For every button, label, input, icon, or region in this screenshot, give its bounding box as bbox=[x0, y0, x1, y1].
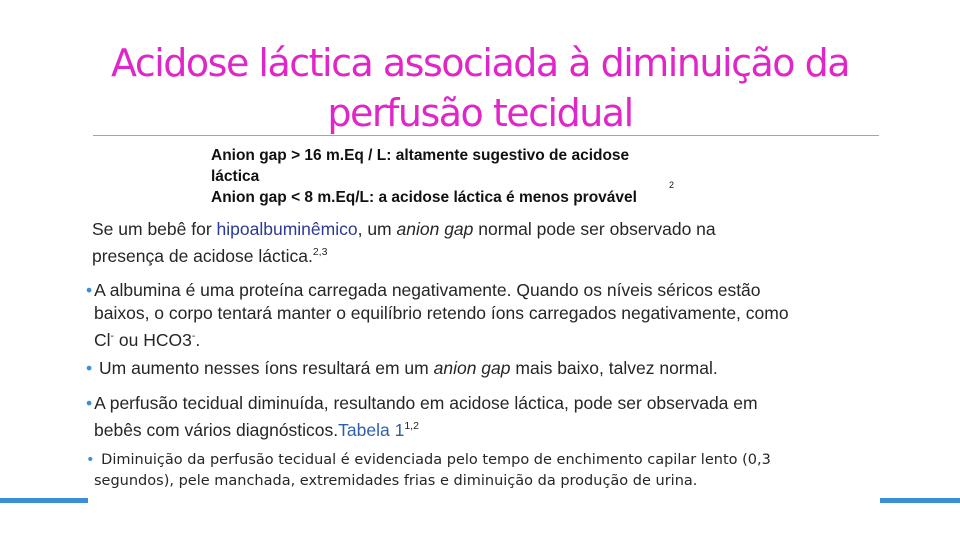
bullet-albumin bbox=[86, 279, 876, 352]
bullet-dot: • bbox=[86, 452, 95, 468]
bullet-text: Um aumento nesses íons resultará em um bbox=[99, 358, 429, 378]
bullet-text: ou HCO3 bbox=[114, 329, 192, 350]
bullet-text: mais baixo, talvez normal. bbox=[515, 358, 718, 378]
footer-accent-bar-right bbox=[880, 498, 960, 503]
hypoalbuminemia-term: hipoalbuminêmico bbox=[216, 219, 358, 239]
bullet-ion-increase bbox=[86, 357, 876, 380]
bullet-text: bebês com vários diagnósticos. bbox=[94, 419, 339, 440]
anion-gap-box bbox=[204, 145, 711, 208]
charge-sup: - bbox=[191, 330, 196, 342]
para-text: presença de acidose láctica. bbox=[92, 245, 313, 266]
anion-gap-term: anion gap bbox=[396, 219, 474, 239]
bullet-perfusion bbox=[86, 392, 876, 442]
bullet-signs bbox=[86, 450, 876, 492]
bullet-dot: • bbox=[86, 358, 93, 378]
chloride: Cl bbox=[94, 329, 111, 350]
box-line-3: Anion gap < 8 m.Eq/L: a acidose láctica é menos provável bbox=[211, 189, 637, 206]
bullet-dot: • bbox=[86, 393, 93, 413]
table-1-link[interactable]: Tabela 1 bbox=[338, 419, 405, 440]
box-reference: 2 bbox=[669, 180, 675, 190]
anion-gap-term: anion gap bbox=[433, 358, 511, 378]
slide-title: Acidose láctica associada à diminuição da perfusão tecidual bbox=[111, 41, 849, 135]
para-text: , um bbox=[357, 219, 392, 239]
reference-sup: 2,3 bbox=[312, 246, 328, 258]
charge-sup: - bbox=[110, 330, 115, 342]
bullet-text: Diminuição da perfusão tecidual é evidenciada pelo tempo de enchimento capilar lento (0,3 bbox=[101, 452, 771, 468]
bullet-text: A perfusão tecidual diminuída, resultando em acidose láctica, pode ser observada em bbox=[94, 393, 758, 413]
bullet-text: segundos), pele manchada, extremidades frias e diminuição da produção de urina. bbox=[94, 473, 698, 489]
footer-accent-bar-left bbox=[0, 498, 88, 503]
hypoalbuminemia-paragraph bbox=[92, 218, 882, 268]
box-line-1: Anion gap > 16 m.Eq / L: altamente sugestivo de acidose bbox=[211, 147, 630, 164]
para-text: normal pode ser observado na bbox=[478, 219, 716, 239]
reference-sup: 1,2 bbox=[404, 420, 419, 432]
bullet-text: baixos, o corpo tentará manter o equilíbrio retendo íons carregados negativamente, como bbox=[94, 303, 789, 323]
bullet-dot: • bbox=[86, 280, 93, 300]
title-divider bbox=[93, 135, 879, 136]
bullet-text: . bbox=[195, 329, 201, 350]
bullet-text: A albumina é uma proteína carregada negativamente. Quando os níveis séricos estão bbox=[94, 280, 761, 300]
box-line-2: láctica bbox=[211, 168, 260, 185]
para-text: Se um bebê for bbox=[92, 219, 212, 239]
